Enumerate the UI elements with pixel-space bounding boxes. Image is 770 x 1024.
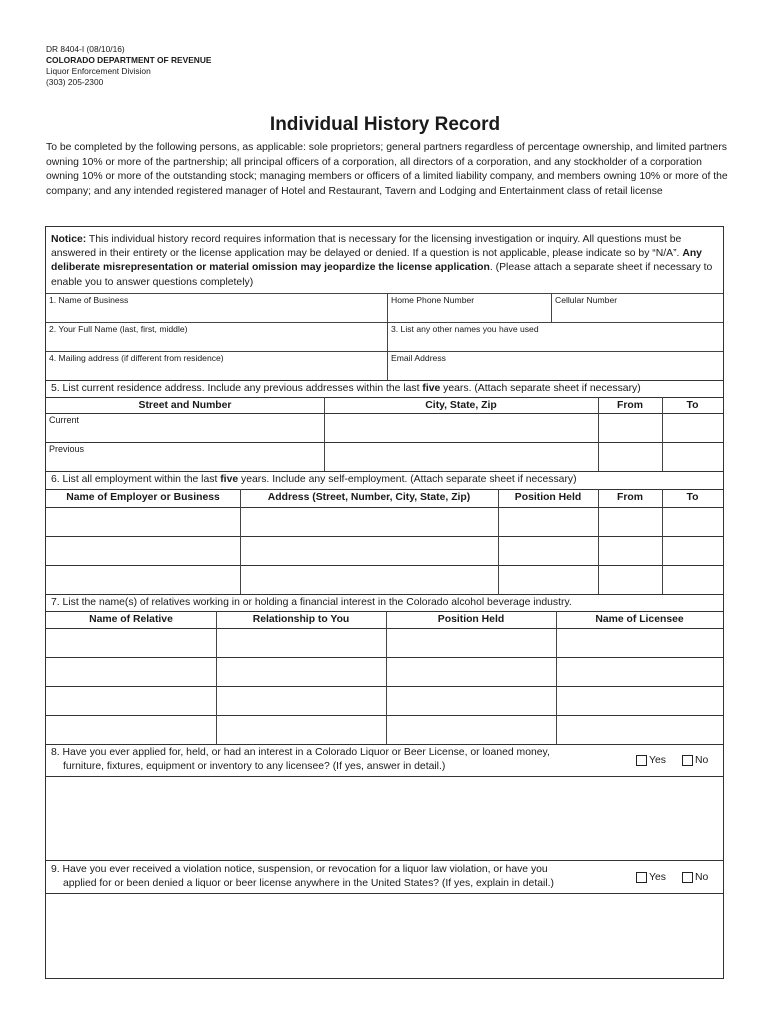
q8-line-1: 8. Have you ever applied for, held, or had an interest in a Colorado Liquor or Beer License, or loaned money,: [51, 747, 550, 758]
email-label: Email Address: [391, 353, 446, 363]
cell-phone-label: Cellular Number: [555, 295, 618, 305]
q9-line-2: applied for or been denied a liquor or beer license anywhere in the United States? (If yes, explain in detail.): [63, 878, 554, 889]
col-relationship: Relationship to You: [252, 614, 350, 625]
q9-no-checkbox[interactable]: [682, 872, 708, 883]
notice-label: Notice:: [51, 234, 87, 245]
checkbox-square[interactable]: [682, 755, 693, 766]
row-current-label: Current: [49, 415, 80, 425]
s5-text-a: 5. List current residence address. Include any previous addresses within the last: [51, 383, 423, 394]
section-7-instructions: 7. List the name(s) of relatives working in or holding a financial interest in the Colorado alcohol beverage industry.: [51, 597, 572, 608]
division-name: Liquor Enforcement Division: [46, 66, 151, 76]
divider: [46, 594, 723, 595]
divider: [46, 565, 723, 566]
form-number: DR 8404-I (08/10/16): [46, 44, 125, 54]
cell-phone-field[interactable]: [551, 293, 723, 322]
s6-text-a: 6. List all employment within the last: [51, 474, 221, 485]
s5-emphasis: five: [422, 383, 441, 394]
col-address: Address (Street, Number, City, State, Zip): [267, 492, 471, 503]
divider: [46, 686, 723, 687]
divider: [46, 860, 723, 861]
divider: [46, 611, 723, 612]
q8-line-2: furniture, fixtures, equipment or inventory to any licensee? (If yes, answer in detail.): [63, 761, 446, 772]
divider: [598, 397, 599, 471]
q9-answer-area[interactable]: [46, 894, 723, 978]
divider: [46, 413, 723, 414]
q9-yes-label: Yes: [649, 872, 666, 883]
col-licensee: Name of Licensee: [595, 614, 684, 625]
col-street: Street and Number: [138, 400, 232, 411]
page-title: Individual History Record: [269, 114, 501, 135]
divider: [662, 397, 663, 471]
notice-body-1: This individual history record requires information that is necessary for the licensing investigation or inquiry. All questions must be answered in their entirety or the license application may be delayed or denied. If a question is not applicable, please indicate so by “N/A”.: [51, 234, 683, 260]
q9-line-1: 9. Have you ever received a violation notice, suspension, or revocation for a liquor law violation, or have you: [51, 864, 548, 875]
divider: [216, 611, 217, 744]
divider: [46, 628, 723, 629]
q8-yes-label: Yes: [649, 755, 666, 766]
home-phone-field[interactable]: [387, 293, 551, 322]
col-employer: Name of Employer or Business: [66, 492, 220, 503]
divider: [46, 442, 723, 443]
q9-yes-checkbox[interactable]: [636, 872, 666, 883]
divider: [46, 489, 723, 490]
question-8: [51, 746, 550, 774]
notice-warning: Any deliberate misrepresentation or material omission may jeopardize the license application: [51, 248, 702, 274]
divider: [598, 489, 599, 594]
home-phone-label: Home Phone Number: [391, 295, 475, 305]
divider: [240, 489, 241, 594]
col-to: To: [686, 400, 699, 411]
divider: [46, 507, 723, 508]
divider: [46, 471, 723, 472]
question-9: [51, 863, 554, 891]
full-name-field[interactable]: [46, 322, 387, 351]
divider: [46, 715, 723, 716]
section-6-instructions: [51, 473, 577, 487]
divider: [46, 380, 723, 381]
q8-no-checkbox[interactable]: [682, 755, 708, 766]
other-names-field[interactable]: [387, 322, 723, 351]
checkbox-square[interactable]: [636, 872, 647, 883]
col-city: City, State, Zip: [425, 400, 497, 411]
s5-text-b: years. (Attach separate sheet if necessary): [440, 383, 641, 394]
other-names-label: 3. List any other names you have used: [391, 324, 539, 334]
col-position: Position Held: [437, 614, 505, 625]
q8-no-label: No: [695, 755, 709, 766]
divider: [46, 536, 723, 537]
checkbox-square[interactable]: [682, 872, 693, 883]
business-name-field[interactable]: [46, 293, 387, 322]
notice-body-2: . (Please attach a separate sheet if necessary to enable you to answer questions completely): [51, 262, 713, 288]
divider: [46, 744, 723, 745]
q9-no-label: No: [695, 872, 709, 883]
division-phone: (303) 205-2300: [46, 77, 104, 87]
col-to: To: [686, 492, 699, 503]
history-form: [45, 226, 724, 979]
department-name: COLORADO DEPARTMENT OF REVENUE: [46, 55, 212, 65]
col-from: From: [617, 492, 643, 503]
form-header: [46, 44, 212, 88]
divider: [662, 489, 663, 594]
mailing-address-label: 4. Mailing address (if different from residence): [49, 353, 224, 363]
section-5-instructions: [51, 382, 641, 396]
intro-paragraph: To be completed by the following persons, as applicable: sole proprietors; general partners regardless of percentage ownership, and limited partners owning 10% or more of the partnership; all principal officers of a corporation, all directors of a corporation, and any stockholder of a corporation owning 10% or more of the outstanding stock; managing members or officers of a limited liability company, and members owning 10% or more of the company; and any intended registered manager of Hotel and Restaurant, Tavern and Lodging and Entertainment class of retail license: [46, 142, 728, 197]
col-relative: Name of Relative: [89, 614, 173, 625]
col-from: From: [617, 400, 643, 411]
s6-text-b: years. Include any self-employment. (Attach separate sheet if necessary): [238, 474, 577, 485]
s6-emphasis: five: [220, 474, 239, 485]
full-name-label: 2. Your Full Name (last, first, middle): [49, 324, 188, 334]
q8-yes-checkbox[interactable]: [636, 755, 666, 766]
checkbox-square[interactable]: [636, 755, 647, 766]
divider: [324, 397, 325, 471]
col-position: Position Held: [514, 492, 582, 503]
email-field[interactable]: [387, 351, 723, 380]
mailing-address-field[interactable]: [46, 351, 387, 380]
divider: [498, 489, 499, 594]
business-name-label: 1. Name of Business: [49, 295, 129, 305]
divider: [386, 611, 387, 744]
notice-text: [51, 233, 719, 290]
q8-answer-area[interactable]: [46, 777, 723, 860]
divider: [46, 657, 723, 658]
row-previous-label: Previous: [49, 444, 85, 454]
divider: [46, 397, 723, 398]
divider: [556, 611, 557, 744]
